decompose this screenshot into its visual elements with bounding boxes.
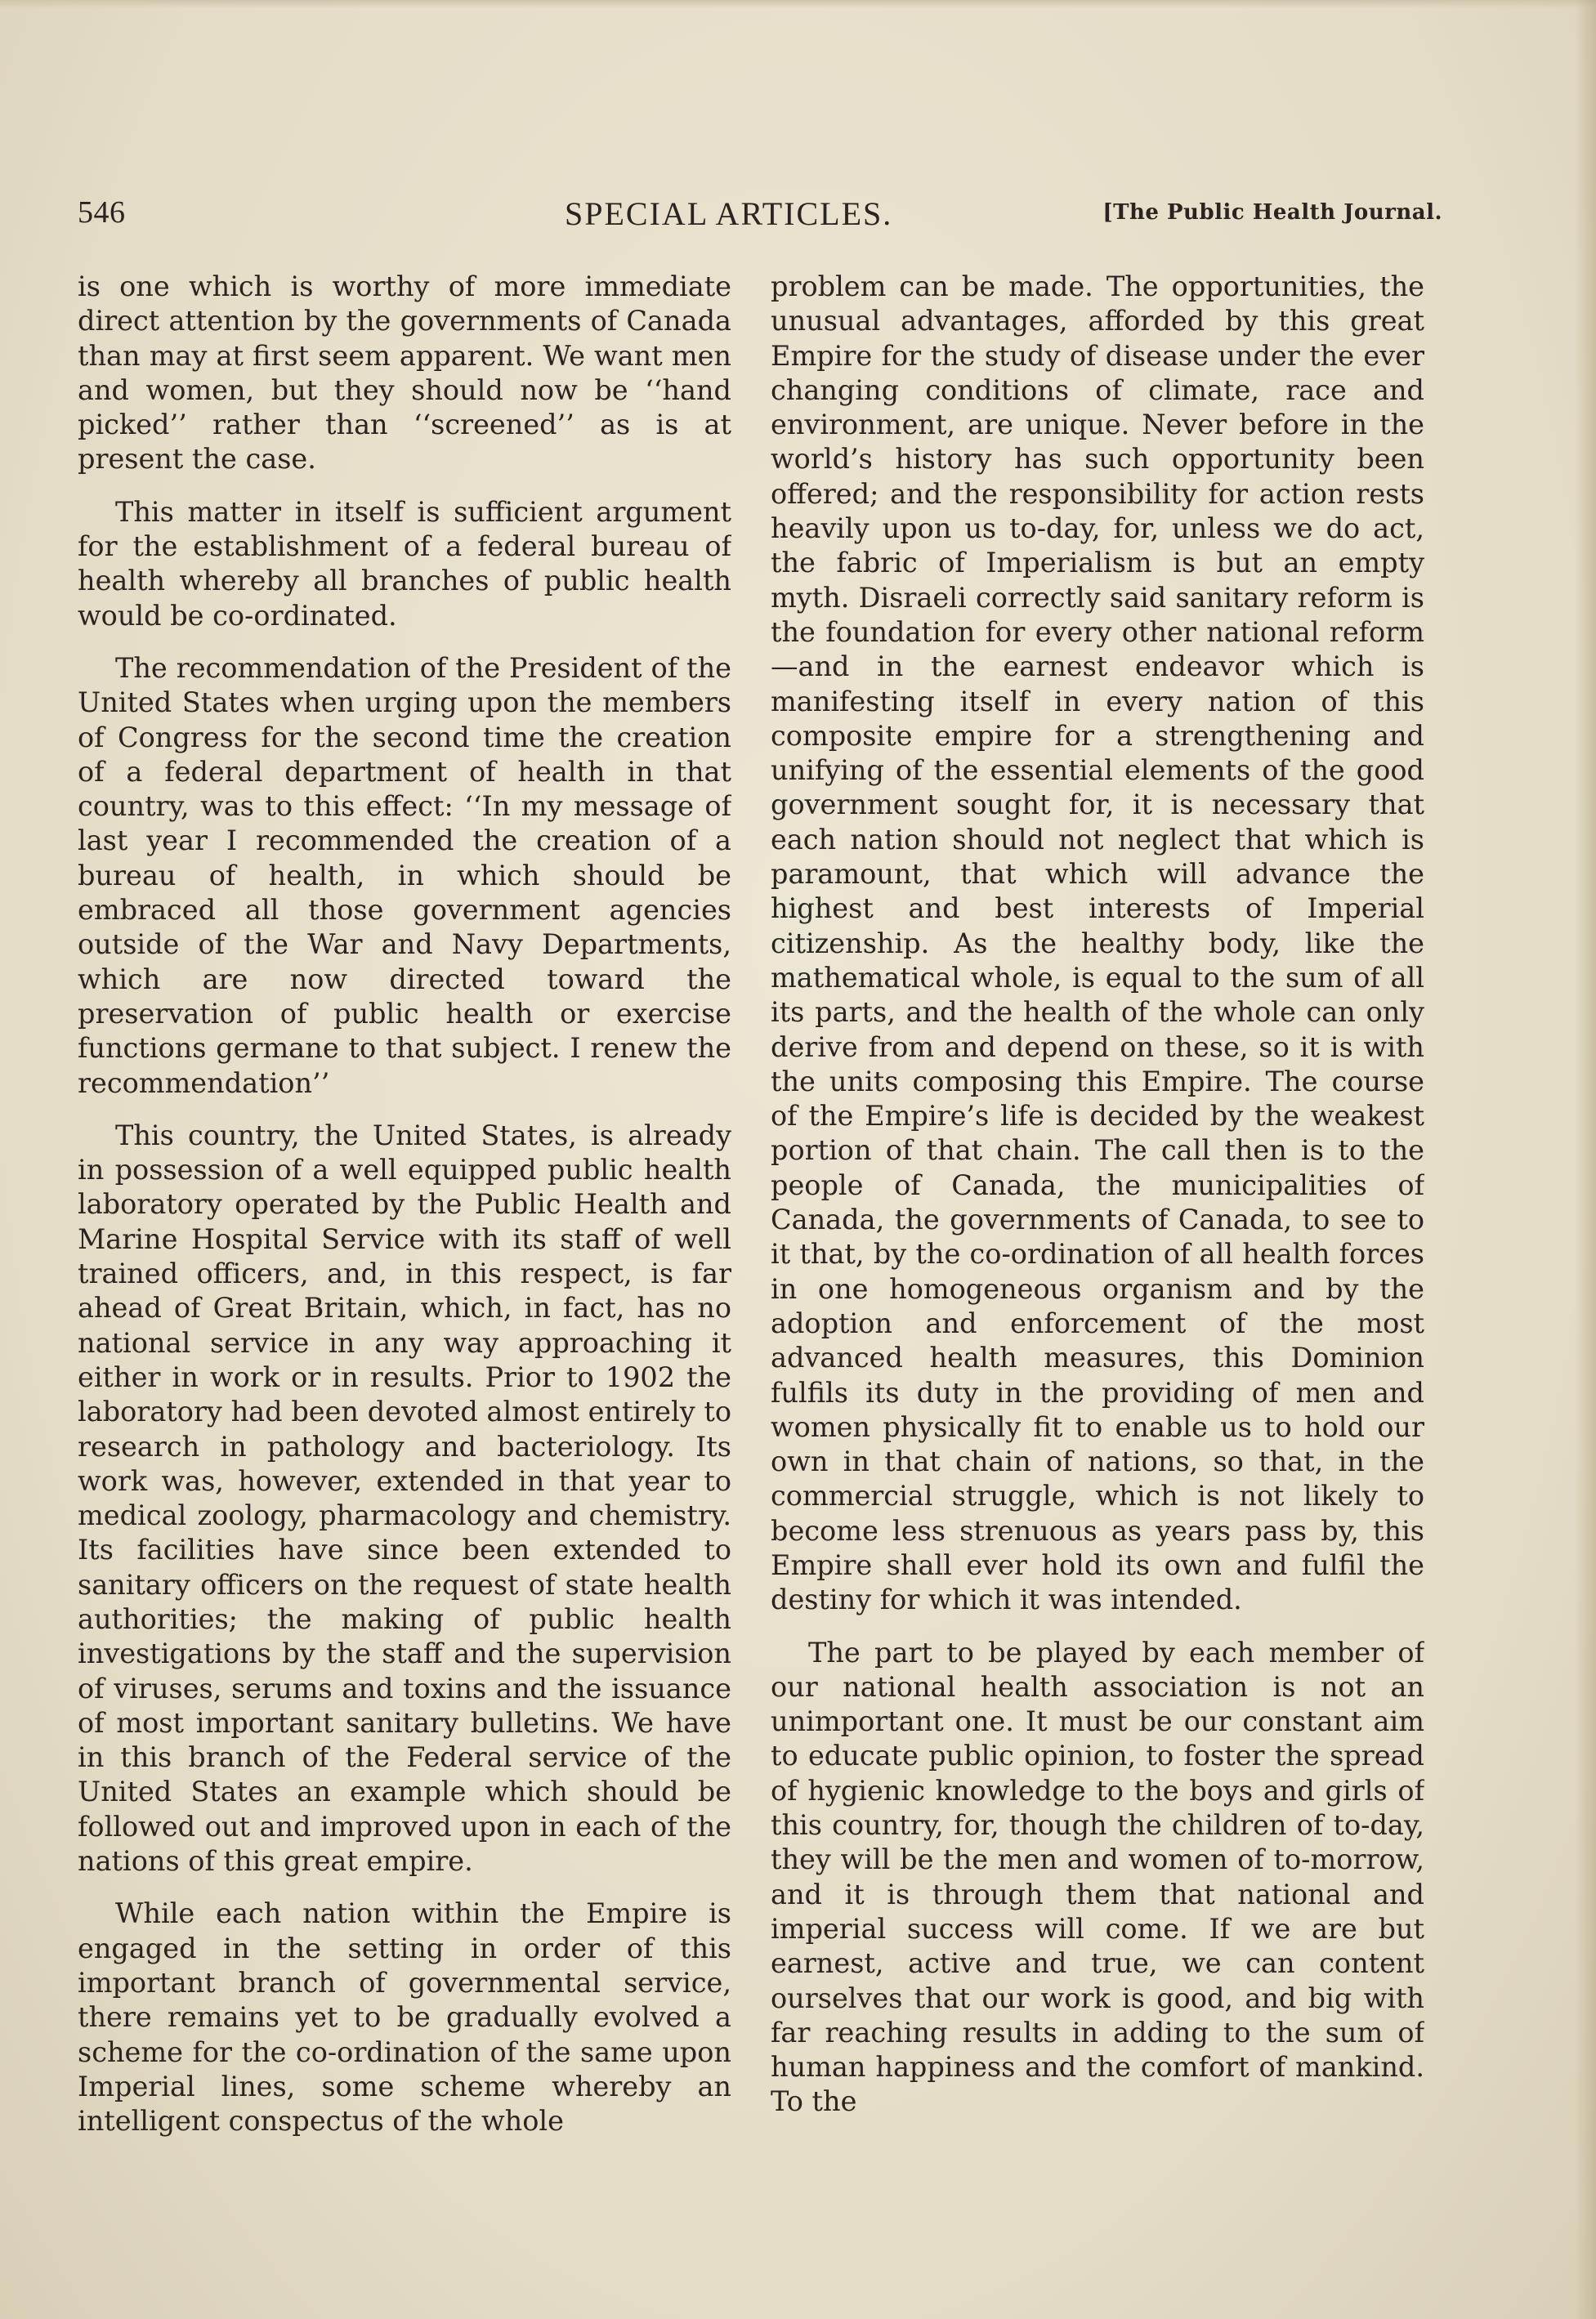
paragraph: The recommendation of the President of the United States when urging upon the members of Congress for the second time the creation of a federal department of health in that country, was to this effect: ‘‘In my message of last year I recommended the creation of a bureau of health, in which should be embraced all those government agencies outside of the War and Navy Departments, which are now directed toward the preservation of public health or exercise functions germane to that subject. I renew the recommendation’’ xyxy=(78,651,731,1099)
page-top-edge xyxy=(0,0,1596,8)
page-right-edge xyxy=(1575,0,1596,2319)
paragraph: This country, the United States, is already in possession of a well equipped public health laboratory operated by the Public Health and Marine Hospital Service with its staff of well trained officers, and, in this respect, is far ahead of Great Britain, which, in fact, has no national service in any way approaching it either in work or in results. Prior to 1902 the laboratory had been devoted almost entirely to research in pathology and bacteriology. Its work was, however, extended in that year to medical zoology, pharmacology and chemistry. Its facilities have since been extended to sanitary officers on the request of state health authorities; the making of public health investigations by the staff and the supervision of viruses, serums and toxins and the issuance of most important sanitary bulletins. We have in this branch of the Federal service of the United States an example which should be followed out and improved upon in each of the nations of this great empire. xyxy=(78,1119,731,1878)
running-header xyxy=(78,194,1442,244)
journal-name: [The Public Health Journal. xyxy=(1102,200,1442,225)
right-column xyxy=(771,270,1424,2231)
paragraph: This matter in itself is sufficient argument for the establishment of a federal bureau of health whereby all branches of public health would be co-ordinated. xyxy=(78,495,731,632)
section-title: SPECIAL ARTICLES. xyxy=(565,195,893,232)
paragraph: problem can be made. The opportunities, the unusual advantages, afforded by this great Empire for the study of disease under the ever changing conditions of climate, race and environment, are unique. Never before in the world’s history has such opportunity been offered; and the responsibility for action rests heavily upon us to-day, for, unless we do act, the fabric of Imperialism is but an empty myth. Disraeli correctly said sanitary reform is the foundation for every other national reform —and in the earnest endeavor which is manifesting itself in every nation of this composite empire for a strengthening and unifying of the essential elements of the good government sought for, it is necessary that each nation should not neglect that which is paramount, that which will advance the highest and best interests of Imperial citizenship. As the healthy body, like the mathematical whole, is equal to the sum of all its parts, and the health of the whole can only derive from and depend on these, so it is with the units composing this Empire. The course of the Empire’s life is decided by the weakest portion of that chain. The call then is to the people of Canada, the municipalities of Canada, the governments of Canada, to see to it that, by the co-ordination of all health forces in one homogeneous organism and by the adoption and enforcement of the most advanced health measures, this Dominion fulfils its duty in the providing of men and women physically fit to enable us to hold our own in that chain of nations, so that, in the commercial struggle, which is not likely to become less strenuous as years pass by, this Empire shall ever hold its own and fulfil the destiny for which it was intended. xyxy=(771,270,1424,1616)
paragraph: The part to be played by each member of our national health association is not an unimportant one. It must be our constant aim to educate public opinion, to foster the spread of hygienic knowledge to the boys and girls of this country, for, though the children of to-day, they will be the men and women of to-morrow, and it is through them that national and imperial success will come. If we are but earnest, active and true, we can content ourselves that our work is good, and big with far reaching results in adding to the sum of human happiness and the comfort of mankind. To the xyxy=(771,1636,1424,2118)
paragraph: While each nation within the Empire is engaged in the setting in order of this important branch of governmental service, there remains yet to be gradually evolved a scheme for the co-ordination of the same upon Imperial lines, some scheme whereby an intelligent conspectus of the whole xyxy=(78,1897,731,2138)
page-number: 546 xyxy=(78,195,126,230)
paragraph: is one which is worthy of more immediate direct attention by the governments of Canada than may at first seem apparent. We want men and women, but they should now be ‘‘hand picked’’ rather than ‘‘screened’’ as is at present the case. xyxy=(78,270,731,476)
left-column xyxy=(78,270,731,2231)
